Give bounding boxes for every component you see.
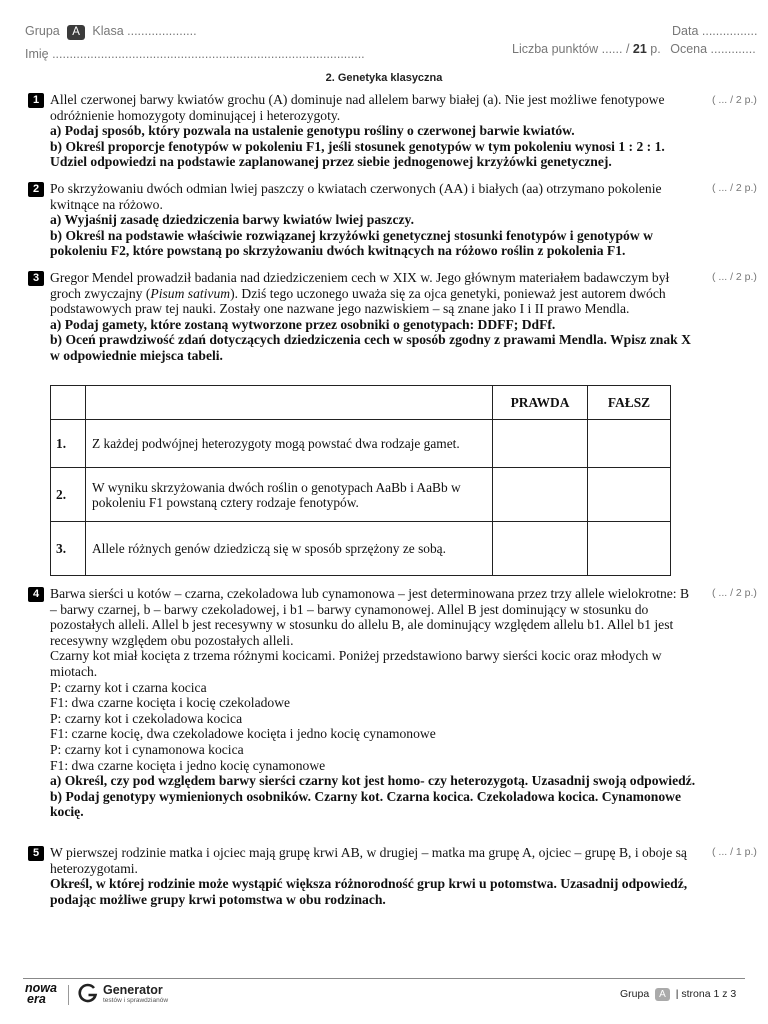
logo-separator [68, 985, 69, 1005]
task-3-points: ( ... / 2 p.) [712, 271, 757, 283]
answer-cell-true[interactable] [493, 522, 588, 576]
header-cell-empty [51, 386, 86, 420]
task-text: Czarny kot miał kocięta z trzema różnymi kocicami. Poniżej przedstawiono barwy sierści kocic oraz młodych w miotach. [50, 648, 662, 679]
table-row [51, 420, 671, 468]
row-number: 2. [51, 468, 86, 522]
generator-subtitle: testów i sprawdzianów [103, 997, 169, 1004]
cross-line: P: czarny kot i czekoladowa kocica [50, 710, 243, 726]
table-row [51, 522, 671, 576]
points-total: 21 [632, 42, 647, 56]
cross-line: P: czarny kot i czarna kocica [50, 679, 207, 695]
column-header-false: FAŁSZ [588, 386, 671, 420]
task-number: 2 [28, 182, 44, 197]
table-header-row [51, 386, 671, 420]
task-2-points: ( ... / 2 p.) [712, 182, 757, 194]
nowa-era-logo [25, 983, 57, 1005]
task-question: Określ, w której rodzinie może wystąpić większa różnorodność grup krwi u potomstwa. Uzasadnij odpowiedź, podając możliwe grupy krwi potomstwa w obu rodzinach. [50, 876, 688, 907]
points-prefix: Liczba punktów ...... / [512, 42, 630, 56]
task-text: Po skrzyżowaniu dwóch odmian lwiej paszczy o kwiatach czerwonych (AA) i białych (aa) otrzymano pokolenie kwitnące na różowo. [50, 181, 662, 212]
answer-cell-false[interactable] [588, 468, 671, 522]
task-3 [28, 270, 698, 364]
task-text [50, 270, 698, 317]
task-question-b: b) Podaj genotypy wymienionych osobników. Czarny kot. Czarna kocica. Czekoladowa kocica. Cynamonowe kocię. [50, 788, 681, 820]
cross-line: F1: dwa czarne kocięta i jedno kocię cynamonowe [50, 757, 326, 773]
generator-g-icon [78, 983, 98, 1003]
section-title: 2. Genetyka klasyczna [325, 72, 443, 84]
latin-name: Pisum sativum [150, 285, 231, 301]
answer-cell-false[interactable] [588, 420, 671, 468]
column-header-true: PRAWDA [493, 386, 588, 420]
footer-group-badge: A [655, 988, 670, 1001]
footer-divider [23, 978, 745, 979]
footer-group-label: Grupa [620, 988, 650, 1000]
task-text: Allel czerwonej barwy kwiatów grochu (A) dominuje nad allelem barwy białej (a). Nie jest możliwe fenotypowe odróżnienie homozygoty dominującej i heterozygoty. [50, 92, 665, 123]
task-number: 1 [28, 93, 44, 108]
task-5 [28, 845, 698, 907]
header-cell-empty [86, 386, 493, 420]
logo-nowa: nowa [25, 981, 57, 995]
cross-line: F1: czarne kocię, dwa czekoladowe kocięta i jedno kocię cynamonowe [50, 726, 436, 742]
row-statement: W wyniku skrzyżowania dwóch roślin o genotypach AaBb i AaBb w pokoleniu F1 powstaną cztery rodzaje fenotypów. [86, 468, 493, 522]
task-question-a: a) Podaj gamety, które zostaną wytworzone przez osobniki o genotypach: DDFF; DdFf. [50, 316, 556, 332]
points-field [512, 42, 756, 56]
task-question-b: b) Określ proporcje fenotypów w pokoleniu F1, jeśli stosunek genotypów w tym pokoleniu wynosi 1 : 2 : 1. Udziel odpowiedzi na podstawie zaplanowanej przez siebie jednogenowej krzyżówki genetycznej. [50, 138, 665, 170]
generator-title: Generator [103, 983, 163, 997]
task-number: 5 [28, 846, 44, 861]
task-question-b: b) Określ na podstawie właściwie rozwiązanej krzyżówki genetycznej stosunki fenotypów i genotypów w pokoleniu F2, które powstaną po skrzyżowaniu dwóch kwitnących na różowo roślin z pokolenia F1. [50, 227, 653, 259]
task-4 [28, 586, 698, 820]
task-question-a: a) Wyjaśnij zasadę dziedziczenia barwy kwiatów lwiej paszczy. [50, 212, 414, 228]
task-4-points: ( ... / 2 p.) [712, 587, 757, 599]
points-suffix: p. [650, 42, 661, 56]
task-1 [28, 92, 698, 170]
page-info [620, 988, 736, 1001]
task-number: 4 [28, 587, 44, 602]
task-text: W pierwszej rodzinie matka i ojciec mają grupę krwi AB, w drugiej – matka ma grupę A, ojciec – grupę B, i oboje są heterozygotami. [50, 845, 687, 876]
task-5-points: ( ... / 1 p.) [712, 846, 757, 858]
date-field: Data ................ [672, 24, 758, 38]
task-1-points: ( ... / 2 p.) [712, 94, 757, 106]
task-2 [28, 181, 698, 259]
row-number: 3. [51, 522, 86, 576]
task-question-b: b) Oceń prawdziwość zdań dotyczących dziedziczenia cech w sposób zgodny z prawami Mendla. Wpisz znak X w odpowiednie miejsca tabeli. [50, 332, 691, 363]
task-question-a: a) Określ, czy pod względem barwy sierści czarny kot jest homo- czy heterozygotą. Uzasadnij swoją odpowiedź. [50, 773, 696, 789]
group-label: Grupa [25, 24, 60, 38]
task-text: Barwa sierści u kotów – czarna, czekoladowa lub cynamonowa – jest determinowana przez trzy allele wielokrotne: B – barwy czarnej, b – barwy czekoladowej, i b1 – barwy cynamonowej. Allel B jest dominujący w stosunku do pozostałych alleli. Allel b jest recesywny w stosunku do allelu B, ale dominujący względem allelu b1. Allel b1 jest recesywny względem obu pozostałych alleli. [50, 586, 690, 648]
answer-cell-false[interactable] [588, 522, 671, 576]
answer-cell-true[interactable] [493, 468, 588, 522]
group-header [25, 24, 197, 40]
name-field: Imię .......................................................................................... [25, 47, 365, 61]
page-number: | strona 1 z 3 [675, 988, 737, 1000]
task-question-a: a) Podaj sposób, który pozwala na ustalenie genotypu rośliny o czerwonej barwie kwiatów. [50, 123, 575, 139]
row-number: 1. [51, 420, 86, 468]
logo-era: era [27, 992, 46, 1006]
cross-line: F1: dwa czarne kocięta i kocię czekoladowe [50, 695, 291, 711]
answer-cell-true[interactable] [493, 420, 588, 468]
task-number: 3 [28, 271, 44, 286]
row-statement: Z każdej podwójnej heterozygoty mogą powstać dwa rodzaje gamet. [86, 420, 493, 468]
true-false-table [50, 385, 671, 576]
row-statement: Allele różnych genów dziedziczą się w sposób sprzężony ze sobą. [86, 522, 493, 576]
cross-line: P: czarny kot i cynamonowa kocica [50, 741, 244, 757]
class-field: Klasa .................... [92, 24, 197, 38]
grade-field: Ocena ............. [670, 42, 756, 56]
table-row [51, 468, 671, 522]
task-intro-a: Gregor Mendel prowadził badania nad dziedziczeniem cech w XIX w. Jego głównym materiałem badawczym był groch zwyczajny ( [50, 270, 670, 301]
group-badge: A [67, 25, 85, 40]
task-intro-b: ). Dziś tego uczonego uważa się za ojca genetyki, ponieważ jest autorem dwóch podstawowych praw tej nauki. Zostały one nazwane jego nazwiskiem – są znane jako I i II prawo Mendla. [50, 285, 666, 317]
